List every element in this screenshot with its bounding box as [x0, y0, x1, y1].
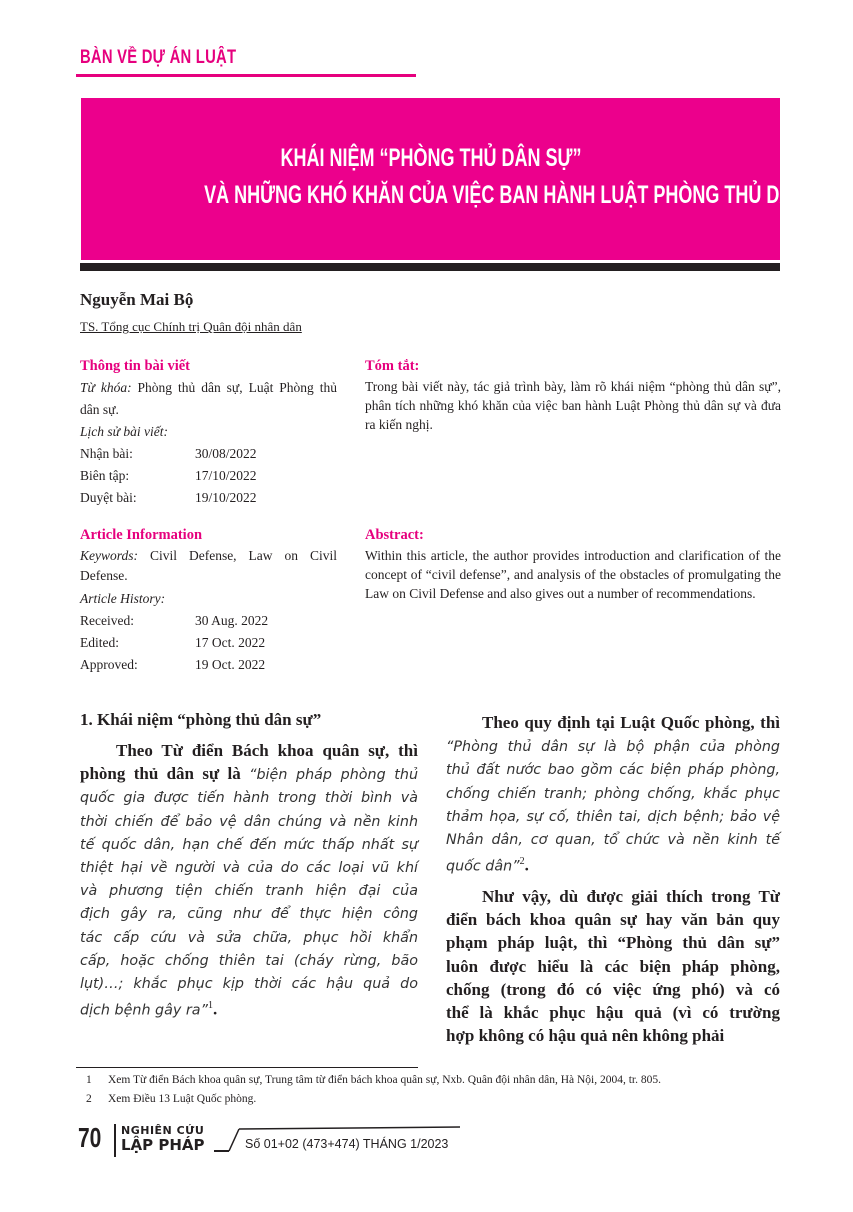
- body-text: quốc gia được tiến hành trong thời bình và: [80, 790, 418, 807]
- body-text: thủ đất nước bao gồm các biện pháp phòng,: [446, 762, 780, 779]
- footnote-rule: [76, 1067, 418, 1068]
- body-line: [446, 734, 780, 757]
- keywords-label: Từ khóa:: [80, 380, 132, 395]
- footnote: [86, 1093, 256, 1105]
- author-affiliation: TS. Tổng cục Chính trị Quân đội nhân dân: [80, 319, 302, 334]
- body-line: [80, 948, 418, 971]
- body-text: Theo Từ điển Bách khoa quân sự, thì: [116, 741, 418, 760]
- section-label: BÀN VỀ DỰ ÁN LUẬT: [80, 47, 237, 68]
- body-line: [446, 1024, 780, 1047]
- body-line: [80, 855, 418, 878]
- body-text: thảm họa, sự cố, thiên tai, dịch bệnh; bảo vệ: [446, 808, 780, 825]
- body-text: tế quốc dân, hạn chế đến mức thấp nhất sự: [80, 836, 418, 853]
- body-text: phòng thủ dân sự là: [80, 764, 250, 784]
- keywords: Phòng thủ dân sự, Luật Phòng thủ dân sự.: [80, 380, 337, 417]
- abstract-heading: Tóm tắt:: [365, 358, 420, 374]
- history-date: 30/08/2022: [195, 446, 257, 461]
- footer-divider: [114, 1124, 116, 1157]
- abstract-en: [365, 524, 781, 603]
- body-text: .: [212, 999, 218, 1019]
- body-text: “biện pháp phòng thủ: [249, 767, 419, 784]
- body-line: [446, 955, 780, 978]
- body-text: cấp, hoặc chống thiên tai (cháy rừng, bão: [80, 952, 418, 969]
- history-row: [80, 654, 337, 676]
- body-text: và phương tiện chiến tranh hiện đại của: [80, 883, 418, 900]
- section-rule: [76, 74, 416, 77]
- body-text: dịch bệnh gây ra”: [80, 1002, 208, 1019]
- abstract-heading: Abstract:: [365, 527, 424, 543]
- body-line: [446, 978, 780, 1001]
- history-date: 19/10/2022: [195, 490, 257, 505]
- body-text: địch gây ra, cũng như để thực hiện công: [80, 906, 418, 923]
- keywords-label: Keywords:: [80, 548, 138, 563]
- body-text: chống (trong đó có việc ứng phó) và có: [446, 979, 780, 999]
- footnote: [86, 1074, 661, 1086]
- body-line: [446, 827, 780, 850]
- body-line: [446, 757, 780, 780]
- history-date: 30 Aug. 2022: [195, 613, 269, 628]
- body-text: Như vậy, dù được giải thích trong Từ: [482, 887, 780, 906]
- body-line: [80, 971, 418, 994]
- title-text-1: KHÁI NIỆM “PHÒNG THỦ DÂN SỰ”: [280, 144, 581, 172]
- body-line: [80, 809, 418, 832]
- history-date: 17/10/2022: [195, 468, 257, 483]
- journal-logo-line1: NGHIÊN CỨU: [121, 1124, 205, 1137]
- issue-info: Số 01+02 (473+474) THÁNG 1/2023: [245, 1137, 449, 1151]
- title-line-2: [81, 181, 838, 210]
- history-key: Nhận bài:: [80, 446, 133, 461]
- history-row: [80, 443, 337, 465]
- footnote-text: Xem Điều 13 Luật Quốc phòng.: [108, 1093, 257, 1105]
- body-line: [80, 901, 418, 924]
- body-line: [446, 781, 780, 804]
- title-banner: [81, 98, 838, 260]
- author-name: Nguyễn Mai Bộ: [80, 290, 194, 309]
- history-date: 19 Oct. 2022: [195, 657, 266, 672]
- body-text: chống chiến tranh; phòng chống, khắc phục: [446, 785, 780, 802]
- footnote-ref: 1: [207, 1000, 213, 1012]
- body-text: quốc dân”: [446, 858, 520, 875]
- page-number: 70: [78, 1122, 102, 1153]
- body-line: [446, 931, 780, 954]
- title-text-2: VÀ NHỮNG KHÓ KHĂN CỦA VIỆC BAN HÀNH LUẬT PHÒNG THỦ DÂN SỰ: [204, 181, 838, 209]
- body-line: [446, 850, 780, 873]
- body-line: [80, 739, 418, 762]
- history-key: Received:: [80, 613, 134, 628]
- body-line: [446, 711, 780, 734]
- title-underbar: [80, 263, 780, 271]
- body-text: tác cấp cứu và sửa chữa, phục hồi khẩn: [80, 929, 418, 946]
- history-key: Duyệt bài:: [80, 490, 137, 505]
- body-text: Theo quy định tại Luật Quốc phòng, thì: [482, 713, 780, 732]
- history-label: Article History:: [80, 591, 166, 606]
- history-row: [80, 610, 337, 632]
- history-key: Edited:: [80, 635, 119, 650]
- history-date: 17 Oct. 2022: [195, 635, 266, 650]
- body-text: thể là khắc phục hậu quả (vì có trường: [446, 1002, 780, 1022]
- footnote-text: Xem Từ điển Bách khoa quân sự, Trung tâm từ điển bách khoa quân sự, Nxb. Quân đội nhân dân, Hà Nội, 2004, tr. 805.: [108, 1074, 662, 1086]
- history-row: [80, 465, 337, 487]
- body-text: hợp không có hậu quả nên không phải: [446, 1026, 725, 1046]
- body-text: thời chiến để bảo vệ dân chúng và nền kinh: [80, 813, 418, 830]
- body-line: [80, 832, 418, 855]
- body-text: Nhân dân, cơ quan, tổ chức và nền kinh tế: [446, 831, 780, 848]
- body-text: .: [524, 855, 529, 875]
- body-line: [80, 785, 418, 808]
- footnote-number: 1: [86, 1074, 92, 1086]
- body-text: thiệt hại về người và của do các loại vũ khí: [80, 859, 418, 876]
- journal-logo-line2: LẬP PHÁP: [121, 1136, 205, 1154]
- abstract-vi: [365, 355, 781, 434]
- body-line: [446, 804, 780, 827]
- body-line: [80, 762, 418, 785]
- body-column-left: [80, 739, 418, 1017]
- body-text: “Phòng thủ dân sự là bộ phận của phòng: [446, 739, 780, 756]
- history-row: [80, 487, 337, 509]
- body-text: điển bách khoa quân sự hay văn bản quy: [446, 910, 780, 930]
- title-line-1: [81, 144, 780, 173]
- footnote-number: 2: [86, 1093, 92, 1105]
- body-line: [446, 885, 780, 908]
- body-line: [446, 908, 780, 931]
- body-column-right-p2: [446, 885, 780, 1047]
- history-row: [80, 632, 337, 654]
- history-label: Lịch sử bài viết:: [80, 424, 168, 439]
- info-heading: Article Information: [80, 527, 203, 543]
- body-text: luôn được hiểu là các biện pháp phòng,: [446, 956, 780, 976]
- body-text: phạm pháp luật, thì “Phòng thủ dân sự”: [446, 933, 780, 953]
- footnote-ref: 2: [519, 856, 525, 868]
- abstract-text: Within this article, the author provides introduction and clarification of the concept of “civil defense”, and analysis of the obstacles of promulgating the Law on Civil Defense and also gives out a number of recommendations.: [365, 548, 781, 601]
- body-text: lụt)…; khắc phục kịp thời các hậu quả do: [80, 975, 418, 992]
- history-key: Biên tập:: [80, 468, 130, 483]
- body-column-right-p1: [446, 711, 780, 873]
- article-info-vi: [80, 355, 337, 509]
- history-key: Approved:: [80, 657, 138, 672]
- keywords: Civil Defense, Law on Civil Defense.: [80, 548, 337, 583]
- body-line: [446, 1001, 780, 1024]
- abstract-text: Trong bài viết này, tác giả trình bày, làm rõ khái niệm “phòng thủ dân sự”, phân tích những khó khăn của việc ban hành Luật Phòng thủ dân sự và đưa ra kiến nghị.: [365, 379, 781, 432]
- body-line: [80, 925, 418, 948]
- body-line: [80, 878, 418, 901]
- info-heading: Thông tin bài viết: [80, 358, 190, 374]
- section-heading: 1. Khái niệm “phòng thủ dân sự”: [80, 710, 322, 729]
- article-info-en: [80, 524, 337, 676]
- body-line: [80, 994, 418, 1017]
